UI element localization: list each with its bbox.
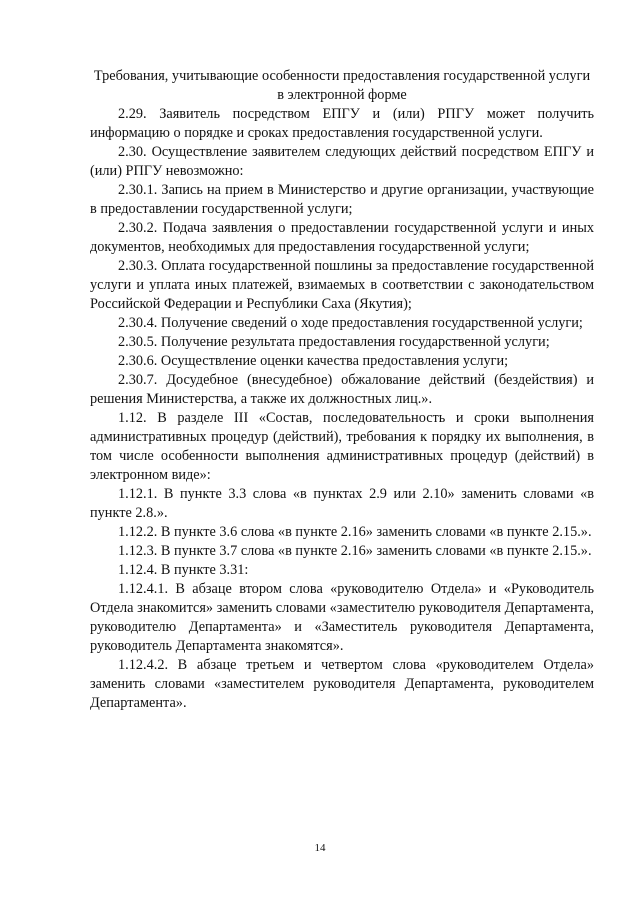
paragraph-2-30-4: 2.30.4. Получение сведений о ходе предоставления государственной услуги;: [118, 315, 583, 331]
paragraph-2-30-5: 2.30.5. Получение результата предоставления государственной услуги;: [118, 334, 550, 350]
paragraph-1-12-2: 1.12.2. В пункте 3.6 слова «в пункте 2.16» заменить словами «в пункте 2.15.».: [118, 524, 592, 540]
paragraph-2-30-2: 2.30.2. Подача заявления о предоставлении государственной услуги и иных документов, необходимых для предоставления государственной услуги;: [90, 220, 594, 255]
paragraph-1-12: 1.12. В разделе III «Состав, последовательность и сроки выполнения административных процедур (действий), требования к порядку их выполнения, в том числе особенности выполнения административных процедур (действий) в электронном виде»:: [90, 410, 594, 483]
paragraph-2-30-6: 2.30.6. Осуществление оценки качества предоставления услуги;: [118, 353, 509, 369]
paragraph-1-12-3: 1.12.3. В пункте 3.7 слова «в пункте 2.16» заменить словами «в пункте 2.15.».: [118, 543, 592, 559]
paragraph-2-29: 2.29. Заявитель посредством ЕПГУ и (или) РПГУ может получить информацию о порядке и сроках предоставления государственной услуги.: [90, 106, 594, 141]
paragraph-1-12-4-1: 1.12.4.1. В абзаце втором слова «руководителю Отдела» и «Руководитель Отдела знакомится» заменить словами «заместителю руководителя Департамента, руководителю Департамента» и «Заместитель руководителя Департамента, руководитель Департамента знакомятся».: [90, 581, 594, 654]
paragraph-2-30-7: 2.30.7. Досудебное (внесудебное) обжалование действий (бездействия) и решения Министерства, а также их должностных лиц.».: [90, 372, 594, 407]
paragraph-2-30-3: 2.30.3. Оплата государственной пошлины за предоставление государственной услуги и уплата иных платежей, взимаемых в соответствии с законодательством Российской Федерации и Республики Саха (Якутия);: [90, 258, 594, 312]
paragraph-2-30: 2.30. Осуществление заявителем следующих действий посредством ЕПГУ и (или) РПГУ невозможно:: [90, 144, 594, 179]
paragraph-1-12-4-2: 1.12.4.2. В абзаце третьем и четвертом слова «руководителем Отдела» заменить словами «заместителем руководителя Департамента, руководителем Департамента».: [90, 657, 594, 711]
paragraph-1-12-1: 1.12.1. В пункте 3.3 слова «в пунктах 2.9 или 2.10» заменить словами «в пункте 2.8.».: [90, 486, 594, 521]
document-body: [90, 67, 594, 713]
paragraph-1-12-4: 1.12.4. В пункте 3.31:: [118, 562, 249, 578]
paragraph-2-30-1: 2.30.1. Запись на прием в Министерство и другие организации, участвующие в предоставлении государственной услуги;: [90, 182, 594, 217]
section-title: Требования, учитывающие особенности предоставления государственной услуги в электронной форме: [93, 68, 591, 103]
page-number: 14: [314, 842, 326, 854]
